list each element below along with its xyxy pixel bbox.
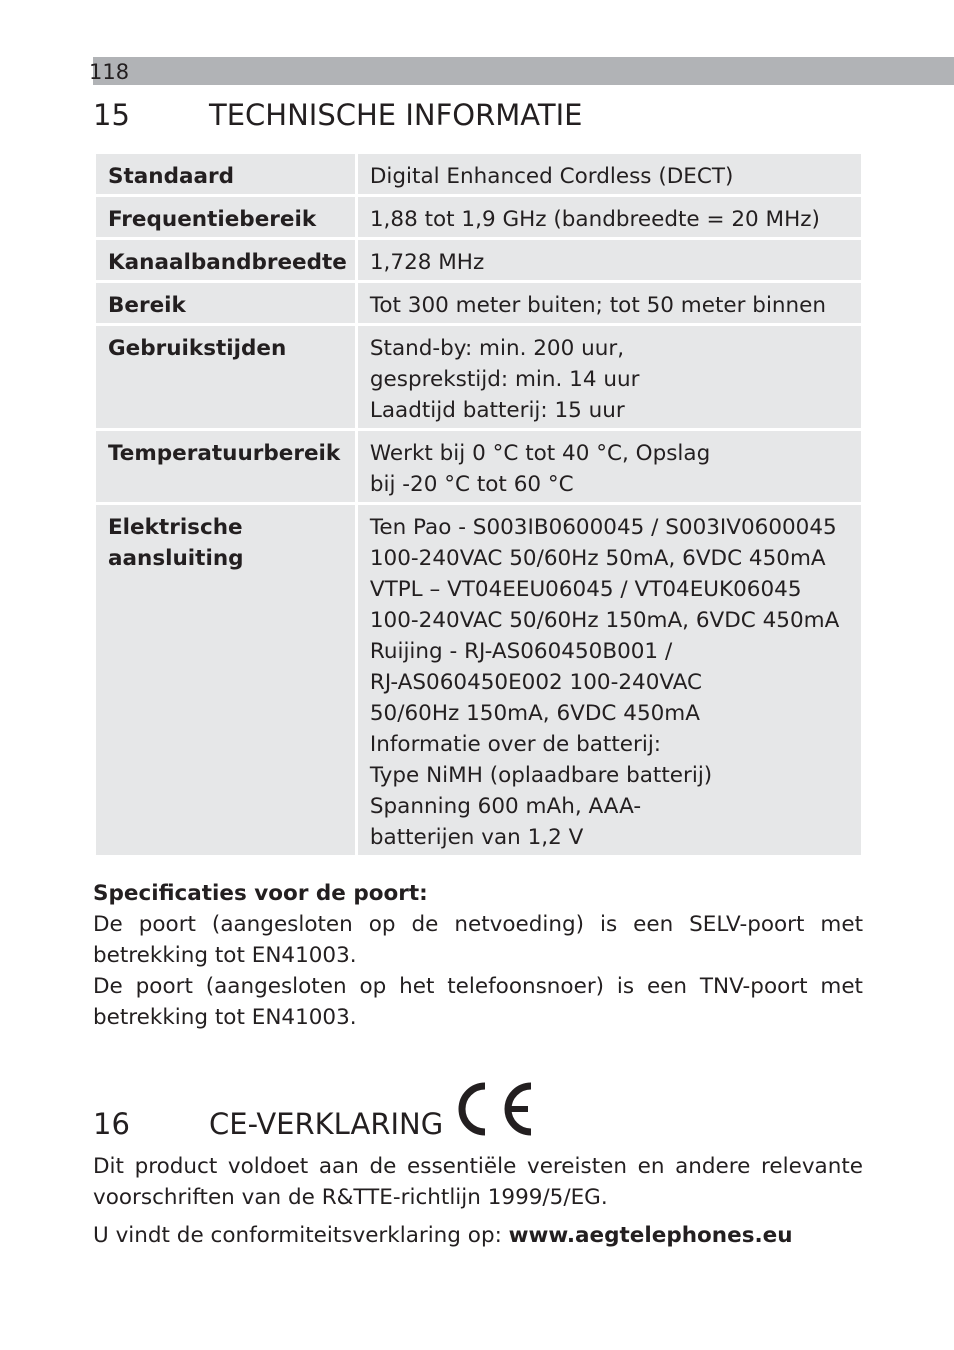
table-row — [96, 240, 861, 280]
spec-value: Werkt bij 0 °C tot 40 °C, Opslag bij -20 °C tot 60 °C — [358, 431, 861, 502]
spec-label: Temperatuurbereik — [96, 431, 355, 502]
ce-paragraph: Dit product voldoet aan de essentiële vereisten en andere relevante voorschriften van de R&TTE-richtlijn 1999/5/EG. — [93, 1154, 863, 1210]
ce-mark-icon — [452, 1080, 534, 1138]
table-row — [96, 431, 861, 502]
spec-value: Stand-by: min. 200 uur, gesprekstijd: min. 14 uur Laadtijd batterij: 15 uur — [358, 326, 861, 428]
conformity-link[interactable]: www.aegtelephones.eu — [508, 1223, 793, 1248]
table-row — [96, 326, 861, 428]
section-heading-technical-info — [93, 97, 893, 133]
spec-label: Standaard — [96, 154, 355, 194]
spec-label: Frequentiebereik — [96, 197, 355, 237]
port-specs-paragraph-selv: De poort (aangesloten op de netvoeding) is een SELV-poort met betrekking tot EN41003. — [93, 912, 863, 968]
port-specs-paragraph-tnv: De poort (aangesloten op het telefoonsnoer) is een TNV-poort met betrekking tot EN41003. — [93, 974, 863, 1030]
spec-label: Kanaalbandbreedte — [96, 240, 355, 280]
spec-value: Ten Pao - S003IB0600045 / S003IV0600045 100-240VAC 50/60Hz 50mA, 6VDC 450mA VTPL – VT04EEU06045 / VT04EUK06045 100-240VAC 50/60Hz 150mA, 6VDC 450mA Ruijing - RJ-AS060450B001 / RJ-AS060450E002 100-240VAC 50/60Hz 150mA, 6VDC 450mA Informatie over de batterij: Type NiMH (oplaadbare batterij) Spanning 600 mAh, AAA- batterijen van 1,2 V — [358, 505, 861, 855]
conformity-line — [93, 1220, 863, 1251]
spec-value: Tot 300 meter buiten; tot 50 meter binnen — [358, 283, 861, 323]
spec-table — [93, 151, 864, 858]
table-row — [96, 197, 861, 237]
spec-label: Elektrische aansluiting — [96, 505, 355, 855]
spec-value: Digital Enhanced Cordless (DECT) — [358, 154, 861, 194]
section-title: CE-VERKLARING — [209, 1107, 444, 1141]
section-number: 15 — [93, 98, 130, 132]
port-specs-heading: Specificaties voor de poort: — [93, 881, 428, 906]
port-specifications — [93, 878, 863, 1033]
header-bar — [93, 57, 954, 85]
ce-declaration-text — [93, 1151, 863, 1251]
spec-label: Bereik — [96, 283, 355, 323]
page-number: 118 — [89, 60, 130, 84]
spec-label: Gebruikstijden — [96, 326, 355, 428]
spec-value: 1,88 tot 1,9 GHz (bandbreedte = 20 MHz) — [358, 197, 861, 237]
conformity-prefix: U vindt de conformiteitsverklaring op: — [93, 1223, 509, 1248]
spec-value: 1,728 MHz — [358, 240, 861, 280]
table-row — [96, 154, 861, 194]
table-row — [96, 505, 861, 855]
section-title: TECHNISCHE INFORMATIE — [209, 98, 583, 132]
section-number: 16 — [93, 1107, 130, 1141]
table-row — [96, 283, 861, 323]
